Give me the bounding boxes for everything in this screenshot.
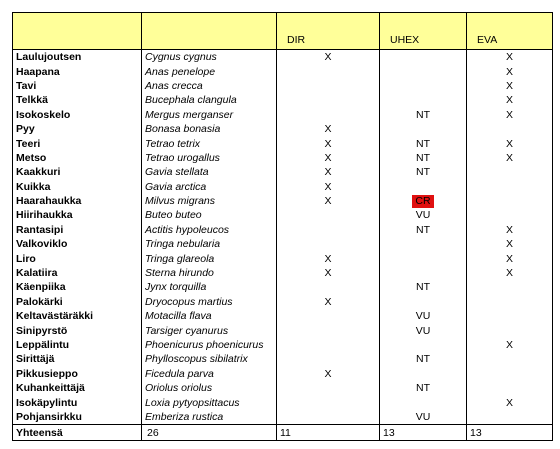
uhex-cell: NT xyxy=(380,352,467,366)
species-finnish-name: Pyy xyxy=(13,122,142,136)
header-cell-name xyxy=(13,13,142,50)
uhex-cell: VU xyxy=(380,208,467,222)
eva-cell: X xyxy=(467,223,553,237)
dir-cell xyxy=(277,223,380,237)
dir-cell: X xyxy=(277,136,380,150)
eva-cell xyxy=(467,165,553,179)
table-row xyxy=(13,237,553,251)
header-cell-latin xyxy=(142,13,277,50)
table-row xyxy=(13,108,553,122)
uhex-cell: NT xyxy=(380,165,467,179)
uhex-cell: NT xyxy=(380,280,467,294)
uhex-cell xyxy=(380,367,467,381)
uhex-cell xyxy=(380,194,467,208)
species-finnish-name: Kaakkuri xyxy=(13,165,142,179)
dir-cell xyxy=(277,108,380,122)
species-latin-name: Anas penelope xyxy=(142,64,277,78)
table-row xyxy=(13,309,553,323)
species-finnish-name: Sirittäjä xyxy=(13,352,142,366)
species-latin-name: Emberiza rustica xyxy=(142,410,277,425)
species-finnish-name: Pikkusieppo xyxy=(13,367,142,381)
uhex-cell xyxy=(380,180,467,194)
species-finnish-name: Laulujoutsen xyxy=(13,50,142,65)
species-finnish-name: Valkoviklo xyxy=(13,237,142,251)
uhex-cell xyxy=(380,237,467,251)
dir-cell: X xyxy=(277,180,380,194)
species-latin-name: Loxia pytyopsittacus xyxy=(142,395,277,409)
eva-cell xyxy=(467,180,553,194)
species-latin-name: Actitis hypoleucos xyxy=(142,223,277,237)
species-finnish-name: Sinipyrstö xyxy=(13,323,142,337)
header-uhex: UHEX xyxy=(380,13,467,50)
uhex-cell xyxy=(380,266,467,280)
species-finnish-name: Hiirihaukka xyxy=(13,208,142,222)
table-row xyxy=(13,180,553,194)
uhex-cell xyxy=(380,50,467,65)
dir-cell: X xyxy=(277,367,380,381)
uhex-cell xyxy=(380,338,467,352)
dir-cell xyxy=(277,381,380,395)
species-latin-name: Tringa glareola xyxy=(142,251,277,265)
table-row xyxy=(13,280,553,294)
uhex-cell: NT xyxy=(380,223,467,237)
species-finnish-name: Liro xyxy=(13,251,142,265)
eva-cell xyxy=(467,367,553,381)
dir-cell xyxy=(277,338,380,352)
dir-cell xyxy=(277,93,380,107)
uhex-cell xyxy=(380,122,467,136)
eva-cell xyxy=(467,381,553,395)
table-row xyxy=(13,93,553,107)
eva-cell xyxy=(467,208,553,222)
species-latin-name: Oriolus oriolus xyxy=(142,381,277,395)
header-dir: DIR xyxy=(277,13,380,50)
species-latin-name: Jynx torquilla xyxy=(142,280,277,294)
species-latin-name: Phoenicurus phoenicurus xyxy=(142,338,277,352)
uhex-cell: VU xyxy=(380,323,467,337)
dir-cell xyxy=(277,395,380,409)
species-finnish-name: Leppälintu xyxy=(13,338,142,352)
dir-cell xyxy=(277,208,380,222)
species-finnish-name: Isokäpylintu xyxy=(13,395,142,409)
table-row xyxy=(13,367,553,381)
species-latin-name: Gavia stellata xyxy=(142,165,277,179)
eva-cell xyxy=(467,295,553,309)
dir-cell: X xyxy=(277,165,380,179)
dir-cell xyxy=(277,323,380,337)
species-finnish-name: Palokärki xyxy=(13,295,142,309)
dir-cell: X xyxy=(277,295,380,309)
eva-cell: X xyxy=(467,108,553,122)
total-row xyxy=(13,425,553,441)
species-latin-name: Cygnus cygnus xyxy=(142,50,277,65)
species-finnish-name: Keltavästäräkki xyxy=(13,309,142,323)
uhex-cell: NT xyxy=(380,136,467,150)
table-row xyxy=(13,223,553,237)
table-row xyxy=(13,395,553,409)
table-row xyxy=(13,50,553,65)
eva-cell: X xyxy=(467,151,553,165)
uhex-cell xyxy=(380,395,467,409)
eva-cell xyxy=(467,194,553,208)
eva-cell: X xyxy=(467,338,553,352)
species-table xyxy=(12,12,553,441)
species-latin-name: Tarsiger cyanurus xyxy=(142,323,277,337)
eva-cell xyxy=(467,280,553,294)
dir-cell: X xyxy=(277,194,380,208)
species-finnish-name: Haarahaukka xyxy=(13,194,142,208)
species-finnish-name: Telkkä xyxy=(13,93,142,107)
table-row xyxy=(13,122,553,136)
dir-cell xyxy=(277,410,380,425)
species-latin-name: Bonasa bonasia xyxy=(142,122,277,136)
table-row xyxy=(13,352,553,366)
eva-cell xyxy=(467,352,553,366)
eva-cell: X xyxy=(467,136,553,150)
eva-cell xyxy=(467,309,553,323)
eva-cell: X xyxy=(467,251,553,265)
total-uhex: 13 xyxy=(380,425,467,441)
table-row xyxy=(13,64,553,78)
species-finnish-name: Tavi xyxy=(13,79,142,93)
species-finnish-name: Käenpiika xyxy=(13,280,142,294)
table-row xyxy=(13,165,553,179)
eva-cell: X xyxy=(467,266,553,280)
eva-cell xyxy=(467,323,553,337)
table-row xyxy=(13,295,553,309)
species-finnish-name: Pohjansirkku xyxy=(13,410,142,425)
header-row xyxy=(13,13,553,50)
table-row xyxy=(13,410,553,425)
table-row xyxy=(13,323,553,337)
species-latin-name: Dryocopus martius xyxy=(142,295,277,309)
eva-cell xyxy=(467,122,553,136)
eva-cell: X xyxy=(467,395,553,409)
species-latin-name: Buteo buteo xyxy=(142,208,277,222)
eva-cell: X xyxy=(467,79,553,93)
species-finnish-name: Teeri xyxy=(13,136,142,150)
species-finnish-name: Kalatiira xyxy=(13,266,142,280)
species-latin-name: Phylloscopus sibilatrix xyxy=(142,352,277,366)
uhex-cell xyxy=(380,93,467,107)
uhex-cell xyxy=(380,79,467,93)
species-latin-name: Gavia arctica xyxy=(142,180,277,194)
dir-cell xyxy=(277,79,380,93)
eva-cell: X xyxy=(467,93,553,107)
uhex-cell: NT xyxy=(380,381,467,395)
species-latin-name: Tringa nebularia xyxy=(142,237,277,251)
total-label: Yhteensä xyxy=(13,425,142,441)
uhex-cell xyxy=(380,64,467,78)
table-row xyxy=(13,151,553,165)
table-row xyxy=(13,338,553,352)
total-eva: 13 xyxy=(467,425,553,441)
eva-cell: X xyxy=(467,237,553,251)
header-eva: EVA xyxy=(467,13,553,50)
species-latin-name: Mergus merganser xyxy=(142,108,277,122)
dir-cell: X xyxy=(277,50,380,65)
species-latin-name: Anas crecca xyxy=(142,79,277,93)
uhex-cell: NT xyxy=(380,151,467,165)
species-latin-name: Sterna hirundo xyxy=(142,266,277,280)
species-finnish-name: Kuhankeittäjä xyxy=(13,381,142,395)
species-latin-name: Tetrao tetrix xyxy=(142,136,277,150)
dir-cell xyxy=(277,352,380,366)
table-row xyxy=(13,194,553,208)
dir-cell: X xyxy=(277,122,380,136)
species-finnish-name: Haapana xyxy=(13,64,142,78)
species-latin-name: Bucephala clangula xyxy=(142,93,277,107)
dir-cell: X xyxy=(277,151,380,165)
uhex-cell xyxy=(380,251,467,265)
species-finnish-name: Rantasipi xyxy=(13,223,142,237)
eva-cell xyxy=(467,410,553,425)
table-row xyxy=(13,79,553,93)
species-latin-name: Milvus migrans xyxy=(142,194,277,208)
uhex-cell: VU xyxy=(380,309,467,323)
dir-cell: X xyxy=(277,266,380,280)
species-latin-name: Tetrao urogallus xyxy=(142,151,277,165)
eva-cell: X xyxy=(467,50,553,65)
dir-cell xyxy=(277,280,380,294)
species-finnish-name: Metso xyxy=(13,151,142,165)
table-row xyxy=(13,266,553,280)
species-latin-name: Motacilla flava xyxy=(142,309,277,323)
species-finnish-name: Kuikka xyxy=(13,180,142,194)
eva-cell: X xyxy=(467,64,553,78)
total-dir: 11 xyxy=(277,425,380,441)
total-species-count: 26 xyxy=(142,425,277,441)
table-row xyxy=(13,381,553,395)
dir-cell xyxy=(277,237,380,251)
cr-status-badge: CR xyxy=(412,195,433,208)
dir-cell xyxy=(277,64,380,78)
species-latin-name: Ficedula parva xyxy=(142,367,277,381)
table-row xyxy=(13,208,553,222)
dir-cell xyxy=(277,309,380,323)
uhex-cell: NT xyxy=(380,108,467,122)
uhex-cell xyxy=(380,295,467,309)
dir-cell: X xyxy=(277,251,380,265)
table-row xyxy=(13,136,553,150)
uhex-cell: VU xyxy=(380,410,467,425)
table-row xyxy=(13,251,553,265)
species-finnish-name: Isokoskelo xyxy=(13,108,142,122)
